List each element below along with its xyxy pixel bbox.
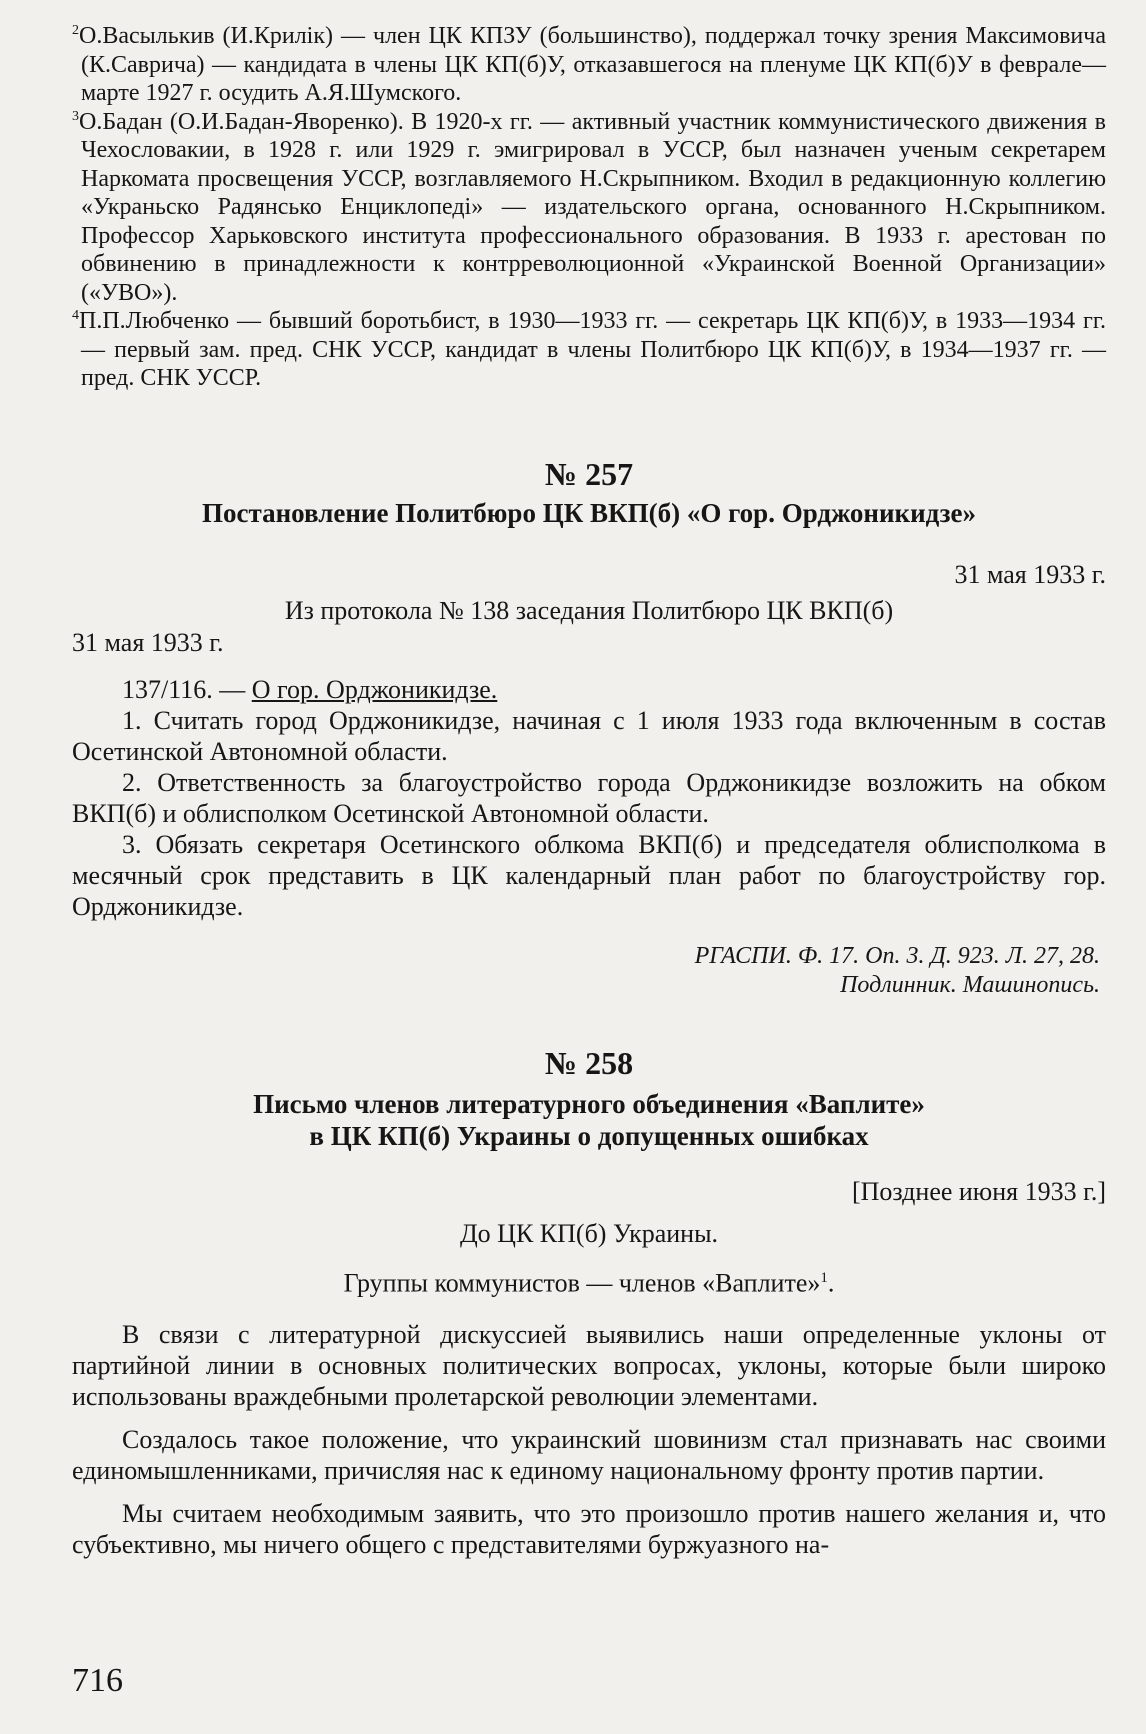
resolution-point-2: 2. Ответственность за благоустройство города Орджоникидзе возложить на обком ВКП(б) и облисполком Осетинской Автономной области.	[72, 767, 1106, 828]
protocol-line: Из протокола № 138 заседания Политбюро ЦК ВКП(б)	[284, 595, 894, 625]
letter-paragraph-3: Мы считаем необходимым заявить, что это произошло против нашего желания и, что субъективно, мы ничего общего с представителями буржуазного на-	[72, 1499, 1106, 1560]
letter-paragraph-2: Создалось такое положение, что украинский шовинизм стал признавать нас своими единомышленниками, причисляя нас к единому национальному фронту против партии.	[72, 1425, 1106, 1486]
document-date: [Позднее июня 1933 г.]	[851, 1176, 1106, 1206]
document-title-line-2: в ЦК КП(б) Украины о допущенных ошибках	[309, 1120, 869, 1151]
footnote-marker: 2	[72, 23, 79, 38]
letter-paragraph-1: В связи с литературной дискуссией выявились наши определенные уклоны от партийной линии в основных политических вопросах, уклоны, которые были широко использованы враждебными пролетарской революции элементами.	[72, 1320, 1106, 1412]
footnote-text: П.П.Любченко — бывший боротьбист, в 1930—1933 гг. — секретарь ЦК КП(б)У, в 1933—1934 гг. — первый зам. пред. СНК УССР, кандидат в члены Политбюро ЦК КП(б)У, в 1934—1937 гг. — пред. СНК УССР.	[79, 308, 1106, 391]
footnote-3	[72, 108, 1106, 308]
resolution-point-3: 3. Обязать секретаря Осетинского облкома ВКП(б) и председателя облисполкома в месячный срок представить в ЦК календарный план работ по благоустройству гор. Орджоникидзе.	[72, 829, 1106, 921]
document-title: Постановление Политбюро ЦК ВКП(б) «О гор. Орджоникидзе»	[202, 497, 976, 528]
footnotes	[72, 22, 1106, 393]
sender-line	[72, 1262, 1106, 1300]
document-257	[72, 455, 1106, 1000]
footnote-text: О.Васылькив (И.Крилік) — член ЦК КПЗУ (большинство), поддержал точку зрения Максимовича (К.Саврича) — кандидата в члены ЦК КП(б)У, отказавшегося на пленуме ЦК КП(б)У в феврале—марте 1927 г. осудить А.Я.Шумского.	[79, 23, 1106, 106]
agenda-item-number: 137/116. —	[122, 674, 246, 704]
agenda-item-title: О гор. Орджоникидзе.	[251, 674, 498, 704]
original-note: Подлинник. Машинопись.	[840, 971, 1100, 998]
page-number: 716	[72, 1662, 123, 1699]
protocol-date: 31 мая 1933 г.	[72, 627, 224, 657]
footnote-ref: 1	[820, 1269, 828, 1286]
document-date: 31 мая 1933 г.	[954, 559, 1106, 589]
agenda-item	[72, 674, 1106, 705]
sender-text: Группы коммунистов — членов «Ваплите»	[343, 1268, 821, 1298]
document-258	[72, 1044, 1106, 1561]
resolution-point-1: 1. Считать город Орджоникидзе, начиная с 1 июля 1933 года включенным в состав Осетинской Автономной области.	[72, 705, 1106, 766]
archive-reference: РГАСПИ. Ф. 17. Оп. 3. Д. 923. Л. 27, 28.	[694, 942, 1100, 969]
footnote-4	[72, 307, 1106, 393]
footnote-marker: 3	[72, 108, 79, 124]
document-number: № 258	[544, 1044, 634, 1081]
sender-end: .	[827, 1268, 835, 1298]
footnote-2	[72, 22, 1106, 108]
footnote-text: О.Бадан (О.И.Бадан-Яворенко). В 1920-х гг. — активный участник коммунистического движения в Чехословакии, в 1928 г. или 1929 г. эмигрировал в УССР, был назначен ученым секретарем Наркомата просвещения УССР, возглавляемого Н.Скрыпником. Входил в редакционную коллегию «Украньско Радянсько Енциклопеді» — издательского органа, основанного Н.Скрыпником. Профессор Харьковского института профессионального образования. В 1933 г. арестован по обвинению в принадлежности к контрреволюционной «Украинской Военной Организации» («УВО»).	[79, 108, 1106, 306]
addressee: До ЦК КП(б) Украины.	[459, 1218, 719, 1248]
document-title-line-1: Письмо членов литературного объединения «Ваплите»	[253, 1088, 925, 1119]
document-number: № 257	[544, 455, 634, 492]
footnote-marker: 4	[72, 308, 79, 323]
